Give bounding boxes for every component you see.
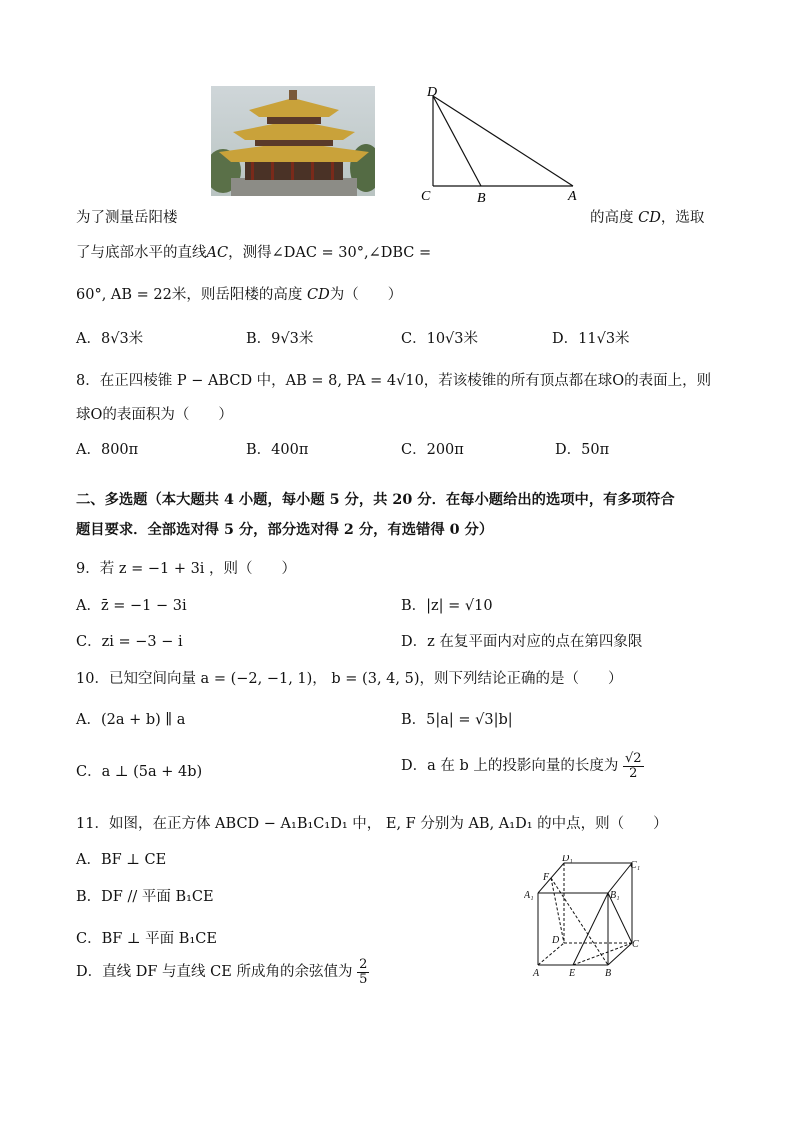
q10-option-a[interactable]: A．(2a + b) ∥ a	[76, 712, 186, 728]
segment-db	[433, 96, 481, 186]
label-c: C	[421, 189, 431, 204]
q7-option-c[interactable]: C．10√3米	[401, 331, 479, 347]
triangle-figure	[415, 82, 585, 207]
q10-d-fraction: $\frac{√2}{2}$	[625, 751, 642, 781]
cube-label-b: B	[605, 968, 612, 979]
cube-label-d: D	[552, 935, 560, 946]
cube-figure	[524, 855, 649, 980]
cube-label-b1: B₁	[610, 890, 620, 901]
q11-stem: 11．如图，在正方体 ABCD − A₁B₁C₁D₁ 中， E, F 分别为 AB, A₁D₁ 的中点，则（ ）	[76, 816, 668, 832]
q8-option-a[interactable]: A．800π	[76, 442, 139, 458]
q9-option-d[interactable]: D．z 在复平面内对应的点在第四象限	[401, 634, 643, 650]
q9-stem: 9．若 z = −1 + 3i ，则（ ）	[76, 561, 297, 577]
section2-heading-line1: 二、多选题（本大题共 4 小题，每小题 5 分，共 20 分．在每小题给出的选项中，有多项符合	[76, 492, 675, 508]
q8-option-c[interactable]: C．200π	[401, 442, 464, 458]
q11-option-d[interactable]: D．直线 DF 与直线 CE 所成角的余弦值为 $\frac{2}{5}$	[76, 957, 368, 987]
cube-label-a: A	[533, 968, 540, 979]
q7-option-b[interactable]: B．9√3米	[246, 331, 314, 347]
cube-label-c: C	[632, 939, 639, 950]
q7-line1-right: 的高度 CD，选取	[590, 210, 705, 226]
q9-option-a[interactable]: A．z̄ = −1 − 3i	[76, 598, 187, 614]
cube-label-c1: C₁	[630, 860, 641, 871]
cube-label-a1: A₁	[524, 890, 534, 901]
q10-option-c[interactable]: C．a ⊥ (5a + 4b)	[76, 764, 203, 780]
q7-line2: 了与底部水平的直线AC，测得∠DAC = 30°,∠DBC =	[76, 245, 432, 261]
section2-heading-line2: 题目要求．全部选对得 5 分，部分选对得 2 分，有选错得 0 分）	[76, 522, 494, 538]
q11-option-c[interactable]: C．BF ⊥ 平面 B₁CE	[76, 931, 217, 947]
q8-line2: 球O的表面积为（ ）	[76, 407, 233, 423]
q9-option-c[interactable]: C．zi = −3 − i	[76, 634, 183, 650]
q10-stem: 10．已知空间向量 a = (−2, −1, 1)， b = (3, 4, 5)，则下列结论正确的是（ ）	[76, 671, 623, 687]
label-d: D	[427, 85, 438, 100]
q8-option-d[interactable]: D．50π	[555, 442, 610, 458]
cube-label-d1: D₁	[562, 855, 573, 864]
q8-line1: 8．在正四棱锥 P − ABCD 中，AB = 8, PA = 4√10，若该棱锥的所有顶点都在球O的表面上，则	[76, 373, 712, 389]
q10-option-b[interactable]: B．5|a| = √3|b|	[401, 712, 513, 728]
label-a: A	[568, 189, 577, 204]
segment-da	[433, 96, 573, 186]
q7-line1-left: 为了测量岳阳楼	[76, 210, 178, 226]
q9-option-b[interactable]: B．|z| = √10	[401, 598, 493, 614]
q7-option-d[interactable]: D．11√3米	[552, 331, 630, 347]
cube-label-e: E	[569, 968, 576, 979]
q8-option-b[interactable]: B．400π	[246, 442, 309, 458]
q11-option-a[interactable]: A．BF ⊥ CE	[76, 852, 167, 868]
q7-option-a[interactable]: A．8√3米	[76, 331, 144, 347]
q11-d-fraction: $\frac{2}{5}$	[359, 957, 368, 987]
q11-option-b[interactable]: B．DF // 平面 B₁CE	[76, 889, 214, 905]
label-b: B	[477, 191, 486, 206]
cube-label-f: F	[543, 872, 550, 883]
q7-line3: 60°, AB = 22米，则岳阳楼的高度 CD为（ ）	[76, 287, 403, 303]
q10-option-d[interactable]: D．a 在 b 上的投影向量的长度为 $\frac{√2}{2}$	[401, 751, 642, 781]
yueyang-tower-photo	[211, 86, 375, 196]
